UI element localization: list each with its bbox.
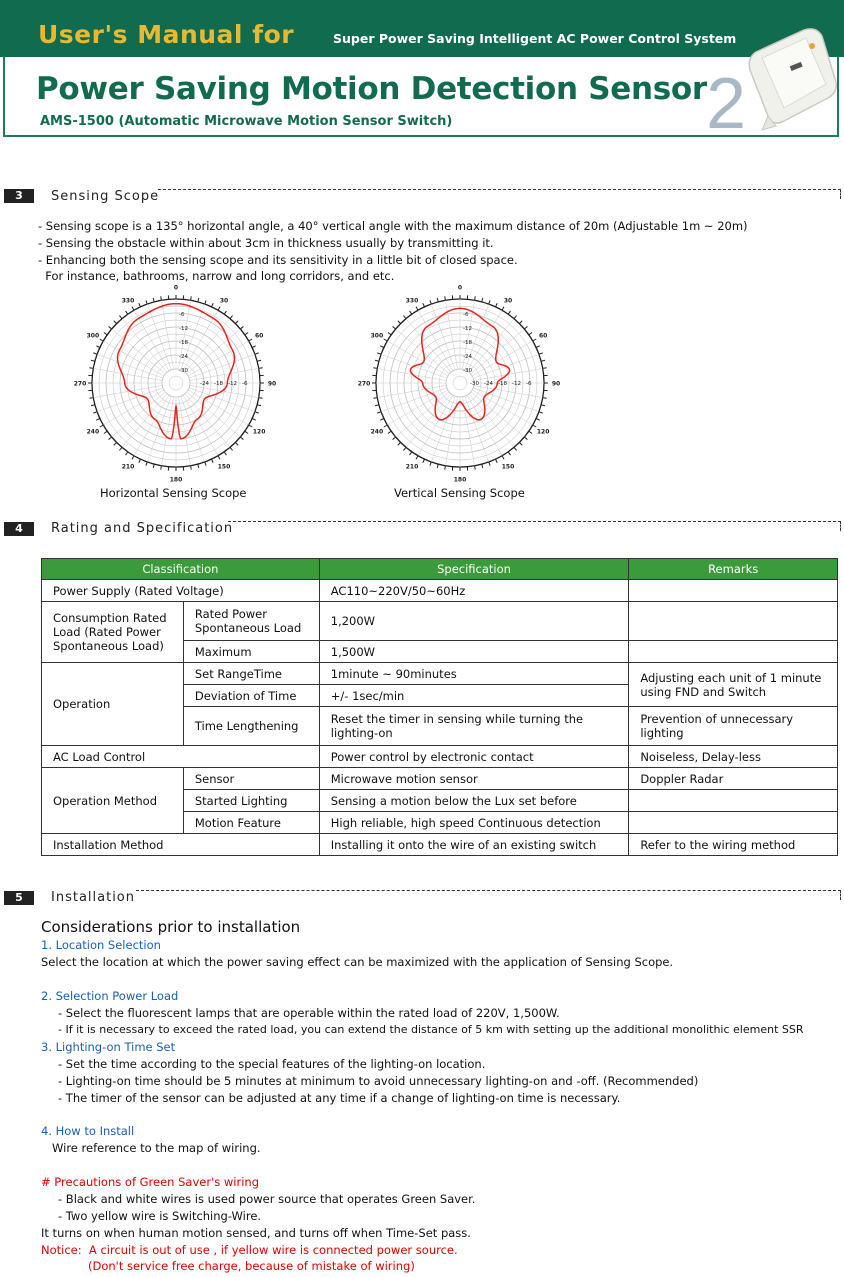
rim-tick bbox=[410, 452, 412, 455]
radial-label: -12 bbox=[463, 326, 472, 332]
header-specification: Specification bbox=[319, 559, 629, 580]
section-divider bbox=[158, 189, 841, 199]
grid-spoke bbox=[469, 319, 514, 373]
rim-tick bbox=[89, 368, 93, 369]
rim-tick bbox=[519, 321, 522, 324]
rim-tick bbox=[380, 418, 384, 420]
rim-tick bbox=[495, 459, 497, 463]
notice-line-1: Notice: A circuit is out of use , if yellow wire is connected power source. bbox=[41, 1243, 458, 1257]
rim-tick bbox=[96, 346, 100, 348]
angle-label: 0 bbox=[457, 284, 463, 292]
cell-spec: AC110~220V/50~60Hz bbox=[319, 580, 629, 602]
rim-tick bbox=[259, 368, 263, 369]
grid-spoke bbox=[93, 368, 162, 380]
rim-tick bbox=[255, 412, 259, 413]
grid-spoke bbox=[93, 385, 162, 397]
s3-line-3: - The timer of the sensor can be adjusted at any time if a change of lighting-on time is necessary. bbox=[58, 1091, 621, 1105]
cell-label: Operation Method bbox=[42, 768, 184, 834]
rim-tick bbox=[93, 353, 97, 354]
cell-remark bbox=[629, 602, 838, 641]
grid-spoke bbox=[185, 394, 230, 448]
section-number-3: 3 bbox=[4, 189, 34, 203]
cell-spec: Installing it onto the wire of an existing switch bbox=[319, 834, 629, 856]
rim-tick bbox=[218, 456, 220, 459]
s2-line-2: - If it is necessary to exceed the rated load, you can extend the distance of 5 km with setting up the additional monolithic element SSR bbox=[58, 1023, 804, 1036]
rim-tick bbox=[191, 296, 192, 300]
grid-spoke bbox=[474, 385, 543, 397]
angle-label: 30 bbox=[219, 297, 229, 305]
rim-tick bbox=[375, 360, 379, 361]
rim-tick bbox=[495, 303, 497, 307]
rim-tick bbox=[536, 418, 540, 420]
angle-label: 240 bbox=[370, 428, 384, 436]
table-row bbox=[42, 663, 838, 685]
rim-tick bbox=[114, 321, 117, 324]
rim-tick bbox=[430, 300, 431, 304]
cell-remark: Refer to the wiring method bbox=[629, 834, 838, 856]
angle-label: 180 bbox=[169, 476, 183, 482]
page-number: 2 bbox=[706, 64, 747, 144]
rim-tick bbox=[205, 300, 206, 304]
grid-ring bbox=[453, 376, 467, 390]
radial-label: -12 bbox=[228, 381, 237, 387]
rim-tick bbox=[514, 447, 517, 450]
rim-tick bbox=[109, 437, 112, 440]
s2-title: 2. Selection Power Load bbox=[41, 989, 179, 1003]
rim-tick bbox=[235, 321, 238, 324]
grid-spoke bbox=[190, 368, 259, 380]
rim-tick bbox=[541, 405, 545, 406]
rim-tick bbox=[249, 425, 252, 427]
rim-tick bbox=[529, 333, 532, 335]
rim-tick bbox=[533, 339, 536, 341]
radial-label: -12 bbox=[179, 326, 188, 332]
rim-tick bbox=[191, 466, 192, 470]
cell-sub: Time Lengthening bbox=[183, 707, 319, 746]
rim-tick bbox=[252, 418, 256, 420]
cell-label: AC Load Control bbox=[42, 746, 320, 768]
system-label: Super Power Saving Intelligent AC Power Control System bbox=[333, 31, 737, 46]
angle-label: 270 bbox=[73, 380, 87, 388]
rim-tick bbox=[126, 452, 128, 455]
angle-label: 120 bbox=[252, 428, 266, 436]
rim-tick bbox=[398, 321, 401, 324]
angle-label: 60 bbox=[254, 332, 264, 340]
rim-tick bbox=[398, 442, 401, 445]
rim-tick bbox=[524, 326, 527, 329]
radial-label: -30 bbox=[463, 368, 472, 374]
rim-tick bbox=[519, 442, 522, 445]
rim-tick bbox=[245, 333, 248, 335]
cell-spec: +/- 1sec/min bbox=[319, 685, 629, 707]
rim-tick bbox=[240, 437, 243, 440]
rim-tick bbox=[508, 452, 510, 455]
grid-spoke bbox=[187, 392, 241, 437]
rim-tick bbox=[489, 462, 490, 466]
angle-label: 300 bbox=[370, 332, 384, 340]
s3-line-2: - Lighting-on time should be 5 minutes at minimum to avoid unnecessary lighting-on and -off. (Recommended) bbox=[58, 1074, 699, 1088]
angle-label: 240 bbox=[86, 428, 100, 436]
rim-tick bbox=[514, 316, 517, 319]
rim-tick bbox=[96, 418, 100, 420]
rim-tick bbox=[423, 303, 425, 307]
rim-tick bbox=[89, 398, 93, 399]
rim-tick bbox=[543, 398, 547, 399]
radial-label: -30 bbox=[470, 381, 479, 387]
rim-tick bbox=[218, 307, 220, 310]
rim-tick bbox=[161, 296, 162, 300]
precaution-line-2: - Two yellow wire is Switching-Wire. bbox=[58, 1209, 262, 1223]
cell-spec: 1minute ~ 90minutes bbox=[319, 663, 629, 685]
angle-label: 300 bbox=[86, 332, 100, 340]
rim-tick bbox=[388, 333, 391, 335]
angle-label: 60 bbox=[538, 332, 548, 340]
radial-label: -6 bbox=[526, 381, 532, 387]
cell-sub: Deviation of Time bbox=[183, 685, 319, 707]
cell-label: Power Supply (Rated Voltage) bbox=[42, 580, 320, 602]
s1-text: Select the location at which the power saving effect can be maximized with the application of Sensing Scope. bbox=[41, 955, 674, 969]
angle-label: 330 bbox=[121, 297, 135, 305]
section-divider bbox=[136, 890, 841, 900]
rim-tick bbox=[384, 425, 387, 427]
rim-tick bbox=[416, 307, 418, 310]
rim-tick bbox=[93, 412, 97, 413]
rim-tick bbox=[445, 466, 446, 470]
angle-label: 120 bbox=[536, 428, 550, 436]
rim-tick bbox=[230, 316, 233, 319]
s4-title: 4. How to Install bbox=[41, 1124, 135, 1138]
page-title: Power Saving Motion Detection Sensor bbox=[36, 71, 707, 107]
angle-label: 90 bbox=[551, 380, 561, 388]
angle-label: 210 bbox=[121, 463, 135, 471]
rim-tick bbox=[257, 360, 261, 361]
section-title-installation: Installation bbox=[51, 890, 136, 905]
angle-label: 330 bbox=[405, 297, 419, 305]
s3-title: 3. Lighting-on Time Set bbox=[41, 1040, 176, 1054]
table-row bbox=[42, 746, 838, 768]
radial-label: -18 bbox=[214, 381, 223, 387]
rim-tick bbox=[403, 316, 406, 319]
cell-remark bbox=[629, 580, 838, 602]
cell-sub: Rated Power Spontaneous Load bbox=[183, 602, 319, 641]
rim-tick bbox=[91, 360, 95, 361]
page-subtitle: AMS-1500 (Automatic Microwave Motion Sensor Switch) bbox=[40, 114, 453, 129]
section-number-5: 5 bbox=[4, 891, 34, 905]
rim-tick bbox=[257, 405, 261, 406]
rim-tick bbox=[533, 425, 536, 427]
scope-line-3: - Enhancing both the sensing scope and its sensitivity in a little bit of closed space. bbox=[38, 253, 518, 267]
table-header-row bbox=[42, 559, 838, 580]
rim-tick bbox=[524, 437, 527, 440]
precaution-line-1: - Black and white wires is used power source that operates Green Saver. bbox=[58, 1192, 476, 1206]
rim-tick bbox=[482, 298, 483, 302]
cell-spec: High reliable, high speed Continuous detection bbox=[319, 812, 629, 834]
turn-on-line: It turns on when human motion sensed, and turns off when Time-Set pass. bbox=[41, 1226, 471, 1240]
grid-spoke bbox=[406, 319, 451, 373]
rim-tick bbox=[373, 368, 377, 369]
section-title-rating: Rating and Specification bbox=[51, 521, 234, 536]
s2-line-1: - Select the fluorescent lamps that are operable within the rated load of 220V, 1,500W. bbox=[58, 1006, 560, 1020]
section-number-4: 4 bbox=[4, 522, 34, 536]
rim-tick bbox=[375, 405, 379, 406]
radial-label: -18 bbox=[179, 340, 188, 346]
horizontal-polar-chart bbox=[66, 284, 286, 482]
rim-tick bbox=[410, 311, 412, 314]
rim-tick bbox=[161, 466, 162, 470]
rim-tick bbox=[230, 447, 233, 450]
rim-tick bbox=[529, 431, 532, 433]
rim-tick bbox=[205, 462, 206, 466]
rim-tick bbox=[388, 431, 391, 433]
grid-spoke bbox=[185, 319, 230, 373]
rim-tick bbox=[437, 298, 438, 302]
rim-tick bbox=[132, 307, 134, 310]
rim-tick bbox=[437, 464, 438, 468]
caption-vertical: Vertical Sensing Scope bbox=[394, 486, 525, 500]
radial-label: -24 bbox=[179, 354, 188, 360]
cell-spec: Microwave motion sensor bbox=[319, 768, 629, 790]
rim-tick bbox=[475, 466, 476, 470]
angle-label: 30 bbox=[503, 297, 513, 305]
rim-tick bbox=[416, 456, 418, 459]
rim-tick bbox=[153, 464, 154, 468]
cell-label: Consumption Rated Load (Rated Power Spontaneous Load) bbox=[42, 602, 184, 663]
header-classification: Classification bbox=[42, 559, 320, 580]
rim-tick bbox=[536, 346, 540, 348]
rim-tick bbox=[126, 311, 128, 314]
table-row bbox=[42, 580, 838, 602]
rim-tick bbox=[259, 398, 263, 399]
rim-tick bbox=[100, 425, 103, 427]
s4-text: Wire reference to the map of wiring. bbox=[52, 1141, 261, 1155]
scope-line-1: - Sensing scope is a 135° horizontal angle, a 40° vertical angle with the maximum distance of 20m (Adjustable 1m ~ 20m) bbox=[38, 219, 748, 233]
header-remarks: Remarks bbox=[629, 559, 838, 580]
rim-tick bbox=[502, 456, 504, 459]
radial-label: -6 bbox=[242, 381, 248, 387]
rim-tick bbox=[114, 442, 117, 445]
rim-tick bbox=[146, 462, 147, 466]
table-row bbox=[42, 602, 838, 641]
rim-tick bbox=[91, 405, 95, 406]
sensor-device-illustration bbox=[742, 22, 842, 132]
rim-tick bbox=[377, 412, 381, 413]
cell-sub: Maximum bbox=[183, 641, 319, 663]
angle-label: 210 bbox=[405, 463, 419, 471]
table-row bbox=[42, 834, 838, 856]
cell-sub: Started Lighting bbox=[183, 790, 319, 812]
spec-table bbox=[41, 558, 838, 856]
grid-spoke bbox=[189, 354, 255, 378]
rim-tick bbox=[539, 412, 543, 413]
rim-tick bbox=[543, 368, 547, 369]
rim-tick bbox=[104, 333, 107, 335]
rim-tick bbox=[245, 431, 248, 433]
scope-line-2: - Sensing the obstacle within about 3cm in thickness usually by transmitting it. bbox=[38, 236, 494, 250]
grid-spoke bbox=[406, 394, 451, 448]
cell-spec: 1,200W bbox=[319, 602, 629, 641]
grid-spoke bbox=[190, 385, 259, 397]
rim-tick bbox=[393, 437, 396, 440]
rim-tick bbox=[198, 464, 199, 468]
radial-label: -24 bbox=[463, 354, 472, 360]
rim-tick bbox=[380, 346, 384, 348]
rim-tick bbox=[224, 452, 226, 455]
angle-label: 270 bbox=[357, 380, 371, 388]
cell-remark: Noiseless, Delay-less bbox=[629, 746, 838, 768]
angle-label: 150 bbox=[217, 463, 231, 471]
radial-label: -18 bbox=[498, 381, 507, 387]
radial-label: -24 bbox=[200, 381, 209, 387]
cell-remark: Prevention of unnecessary lighting bbox=[629, 707, 838, 746]
rim-tick bbox=[430, 462, 431, 466]
grid-spoke bbox=[161, 397, 173, 466]
rim-tick bbox=[139, 459, 141, 463]
rim-tick bbox=[377, 353, 381, 354]
grid-spoke bbox=[471, 392, 525, 437]
precautions-title: # Precautions of Green Saver's wiring bbox=[41, 1175, 260, 1189]
rim-tick bbox=[119, 447, 122, 450]
cell-spec: Reset the timer in sensing while turning the lighting-on bbox=[319, 707, 629, 746]
cell-remark bbox=[629, 641, 838, 663]
radial-label: -18 bbox=[463, 340, 472, 346]
rim-tick bbox=[403, 447, 406, 450]
cell-label: Installation Method bbox=[42, 834, 320, 856]
section-title-sensing-scope: Sensing Scope bbox=[51, 189, 160, 204]
rim-tick bbox=[489, 300, 490, 304]
cell-label: Operation bbox=[42, 663, 184, 746]
cell-remark bbox=[629, 812, 838, 834]
rim-tick bbox=[198, 298, 199, 302]
rim-tick bbox=[541, 360, 545, 361]
cell-remark bbox=[629, 790, 838, 812]
radial-label: -12 bbox=[512, 381, 521, 387]
rim-tick bbox=[539, 353, 543, 354]
scope-line-4: For instance, bathrooms, narrow and long corridors, and etc. bbox=[38, 269, 395, 283]
rim-tick bbox=[211, 459, 213, 463]
grid-spoke bbox=[377, 385, 446, 397]
radial-label: -6 bbox=[463, 312, 469, 318]
rim-tick bbox=[482, 464, 483, 468]
s1-title: 1. Location Selection bbox=[41, 938, 161, 952]
rim-tick bbox=[252, 346, 256, 348]
radial-label: -24 bbox=[484, 381, 493, 387]
rim-tick bbox=[373, 398, 377, 399]
grid-spoke bbox=[147, 304, 171, 370]
rim-tick bbox=[240, 326, 243, 329]
grid-spoke bbox=[396, 392, 450, 437]
angle-label: 180 bbox=[453, 476, 467, 482]
rim-tick bbox=[475, 296, 476, 300]
install-heading: Considerations prior to installation bbox=[41, 918, 301, 936]
rim-tick bbox=[224, 311, 226, 314]
grid-spoke bbox=[147, 396, 171, 462]
grid-spoke bbox=[97, 354, 163, 378]
radial-label: -30 bbox=[179, 368, 188, 374]
grid-spoke bbox=[161, 300, 173, 369]
rim-tick bbox=[502, 307, 504, 310]
cell-sub: Set RangeTime bbox=[183, 663, 319, 685]
rim-tick bbox=[100, 339, 103, 341]
cell-spec: Sensing a motion below the Lux set before bbox=[319, 790, 629, 812]
rim-tick bbox=[445, 296, 446, 300]
grid-spoke bbox=[122, 394, 167, 448]
rim-tick bbox=[109, 326, 112, 329]
rim-tick bbox=[119, 316, 122, 319]
s3-line-1: - Set the time according to the special features of the lighting-on location. bbox=[58, 1057, 486, 1071]
caption-horizontal: Horizontal Sensing Scope bbox=[100, 486, 247, 500]
rim-tick bbox=[211, 303, 213, 307]
cell-remark: Doppler Radar bbox=[629, 768, 838, 790]
rim-tick bbox=[235, 442, 238, 445]
cell-sub: Sensor bbox=[183, 768, 319, 790]
rim-tick bbox=[104, 431, 107, 433]
angle-label: 150 bbox=[501, 463, 515, 471]
grid-spoke bbox=[181, 396, 205, 462]
grid-spoke bbox=[469, 394, 514, 448]
angle-label: 90 bbox=[267, 380, 277, 388]
manual-label: User's Manual for bbox=[38, 20, 295, 49]
rim-tick bbox=[132, 456, 134, 459]
table-row bbox=[42, 768, 838, 790]
rim-tick bbox=[249, 339, 252, 341]
grid-spoke bbox=[112, 392, 166, 437]
cell-remark: Adjusting each unit of 1 minute using FND and Switch bbox=[629, 663, 838, 707]
rim-tick bbox=[153, 298, 154, 302]
grid-spoke bbox=[178, 397, 190, 466]
vertical-polar-chart bbox=[350, 284, 570, 482]
cell-spec: Power control by electronic contact bbox=[319, 746, 629, 768]
rim-tick bbox=[139, 303, 141, 307]
rim-tick bbox=[384, 339, 387, 341]
cell-spec: 1,500W bbox=[319, 641, 629, 663]
rim-tick bbox=[423, 459, 425, 463]
section-divider bbox=[228, 521, 841, 531]
rim-tick bbox=[508, 311, 510, 314]
notice-line-2: (Don't service free charge, because of mistake of wiring) bbox=[88, 1259, 415, 1273]
radial-label: -6 bbox=[179, 312, 185, 318]
rim-tick bbox=[393, 326, 396, 329]
cell-sub: Motion Feature bbox=[183, 812, 319, 834]
rim-tick bbox=[146, 300, 147, 304]
angle-label: 0 bbox=[173, 284, 179, 292]
grid-spoke bbox=[122, 319, 167, 373]
rim-tick bbox=[255, 353, 259, 354]
grid-ring bbox=[169, 376, 183, 390]
